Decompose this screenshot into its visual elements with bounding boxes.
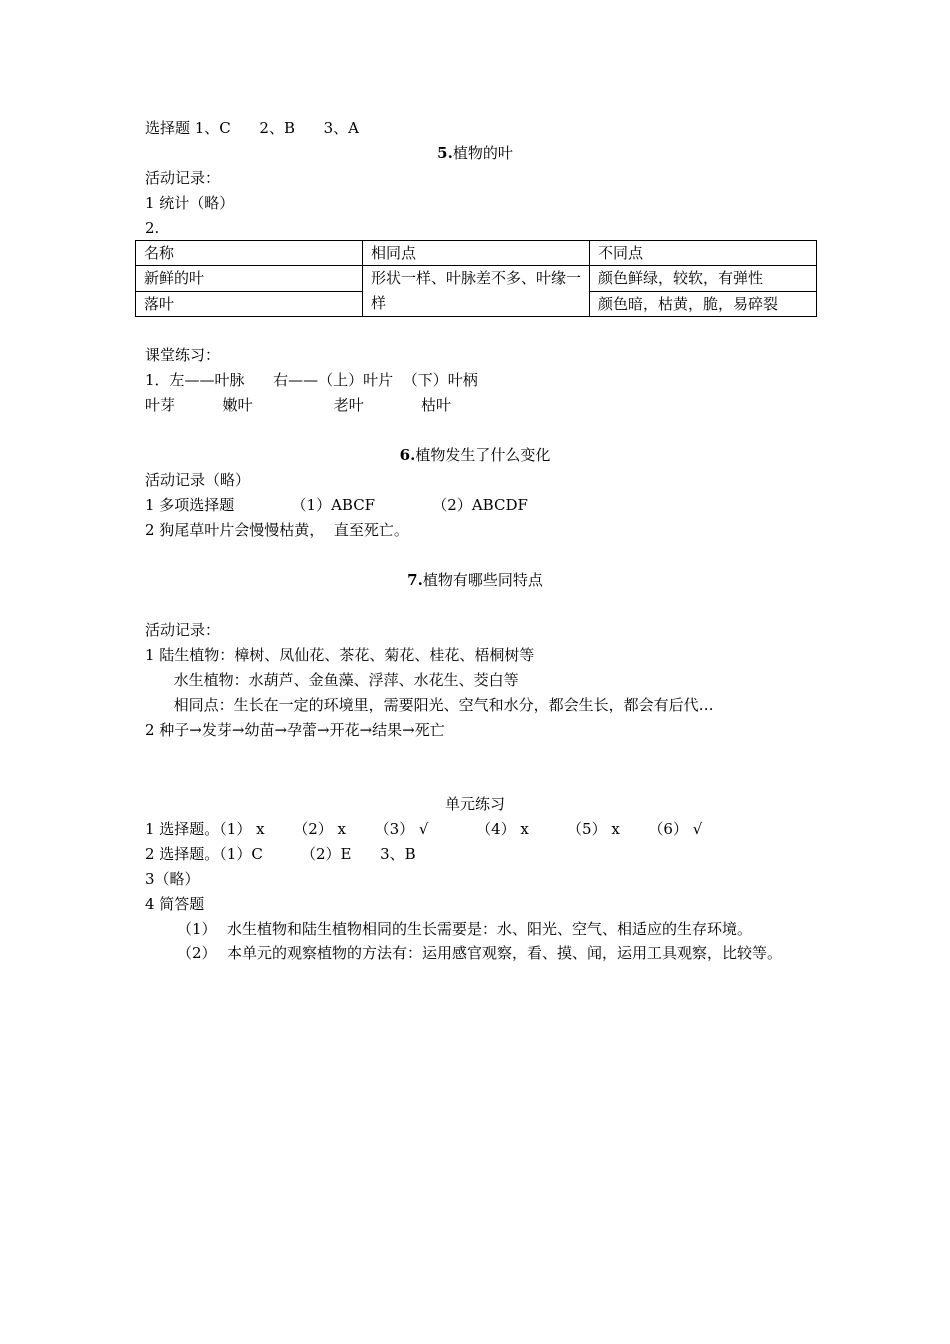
short-answer-number: （1） (177, 920, 217, 938)
section6-title-text: 植物发生了什么变化 (415, 446, 551, 464)
table-cell-diff: 颜色暗，枯黄，脆，易碎裂 (590, 291, 817, 317)
table-cell-name: 落叶 (136, 291, 363, 317)
section5-practice-1: 1．左——叶脉 右——（上）叶片 （下）叶柄 (145, 371, 478, 389)
table-cell-common: 形状一样、叶脉差不多、叶缘一样 (363, 266, 590, 317)
section6-title (0, 445, 950, 465)
table-header-cell: 不同点 (590, 241, 817, 266)
short-answer-text: 本单元的观察植物的方法有：运用感官观察，看、摸、闻，运用工具观察，比较等。 (227, 944, 783, 962)
section7-lifecycle: 2 种子→发芽→幼苗→孕蕾→开花→结果→死亡 (145, 721, 445, 739)
short-answer-item (177, 942, 817, 990)
section5-item2: 2. (145, 219, 160, 237)
unit-practice-title: 单元练习 (444, 795, 505, 813)
section7-title (0, 570, 950, 590)
section5-title (0, 143, 950, 163)
section6-title-number: 6. (399, 446, 416, 464)
table-header-cell: 相同点 (363, 241, 590, 266)
section5-practice-label: 课堂练习： (145, 346, 221, 364)
section7-water-plants: 水生植物：水葫芦、金鱼藻、浮萍、水花生、茭白等 (145, 671, 519, 689)
table-cell-diff: 颜色鲜绿，较软，有弹性 (590, 266, 817, 292)
section6-activity: 活动记录（略） (145, 471, 251, 489)
section7-activity-label: 活动记录： (145, 621, 221, 639)
unit-q3: 3（略） (145, 870, 200, 888)
short-answer-text: 水生植物和陆生植物相同的生长需要是：水、阳光、空气、相适应的生存环境。 (227, 920, 753, 938)
section7-land-plants: 1 陆生植物：樟树、凤仙花、茶花、菊花、桂花、梧桐树等 (145, 646, 535, 664)
unit-q4: 4 简答题 (145, 895, 205, 913)
section7-title-number: 7. (407, 571, 423, 589)
short-answer-item (177, 918, 817, 942)
section5-title-text: 植物的叶 (452, 144, 513, 162)
table-header-cell: 名称 (136, 241, 363, 266)
section6-item2: 2 狗尾草叶片会慢慢枯黄， 直至死亡。 (145, 521, 409, 539)
section7-title-text: 植物有哪些同特点 (422, 571, 543, 589)
section5-practice-2: 叶芽 嫩叶 老叶 枯叶 (145, 396, 451, 414)
unit-q2: 2 选择题。（1）C （2）E 3、B (145, 845, 416, 863)
section5-item1: 1 统计（略） (145, 194, 235, 212)
table-header-row (136, 241, 817, 266)
unit-q1: 1 选择题。（1） x （2） x （3） √ （4） x （5） x （6） √ (145, 820, 703, 838)
table-row (136, 266, 817, 292)
leaf-comparison-table (135, 240, 817, 317)
section5-activity-label: 活动记录： (145, 169, 221, 187)
section7-common-traits: 相同点：生长在一定的环境里，需要阳光、空气和水分，都会生长，都会有后代… (145, 696, 714, 714)
choice-answers-line: 选择题 1、C 2、B 3、A (145, 119, 359, 137)
section6-item1: 1 多项选择题 （1）ABCF （2）ABCDF (145, 496, 528, 514)
section5-title-number: 5. (437, 144, 453, 162)
table-cell-name: 新鲜的叶 (136, 266, 363, 292)
short-answer-number: （2） (177, 944, 217, 962)
